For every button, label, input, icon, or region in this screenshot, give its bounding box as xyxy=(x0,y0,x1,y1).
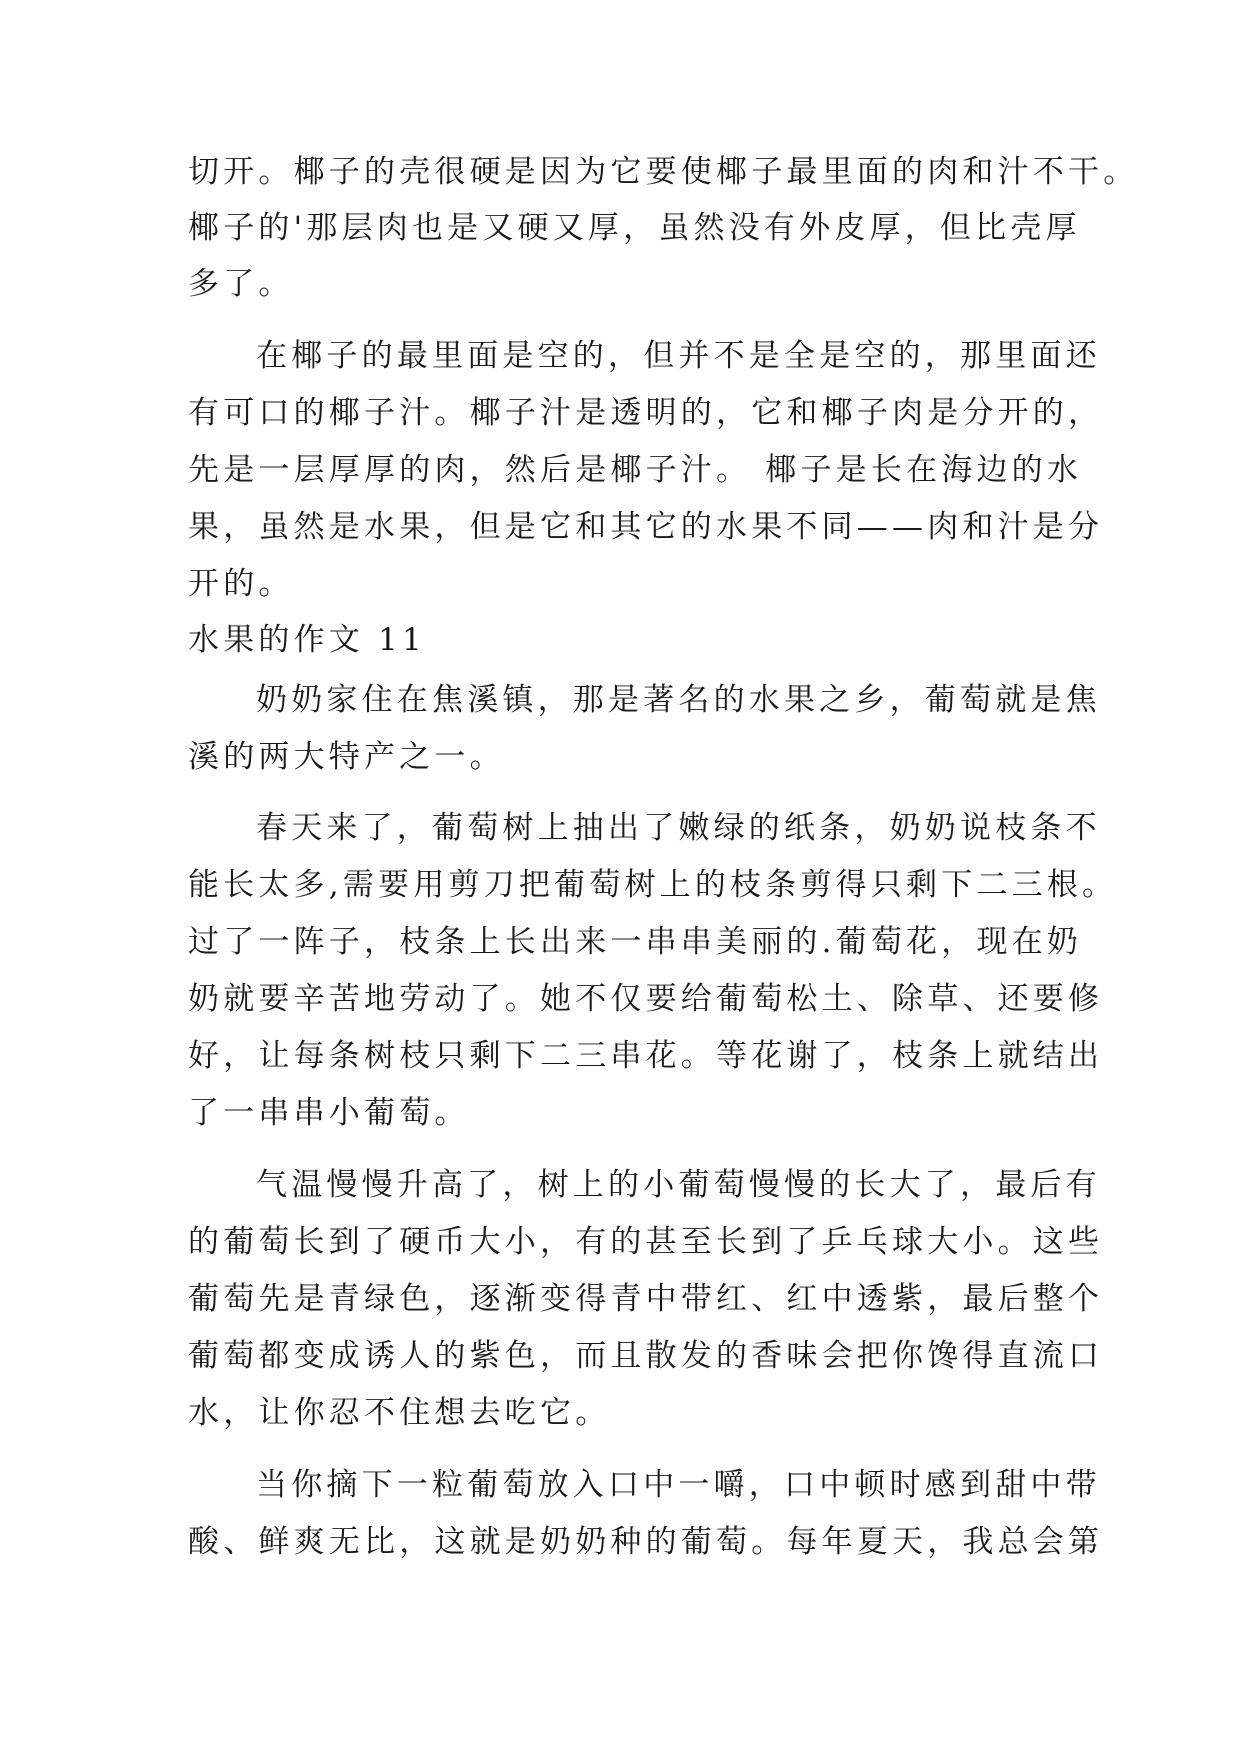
paragraph-first-line: 当你摘下一粒葡萄放入口中一嚼，口中顿时感到甜中带 xyxy=(256,1467,1101,1503)
paragraph-first-line: 春天来了，葡萄树上抽出了嫩绿的纸条，奶奶说枝条不 xyxy=(256,810,1101,846)
text-line: 奶就要辛苦地劳动了。她不仅要给葡萄松土、除草、还要修 xyxy=(188,981,1104,1017)
text-line: 的葡萄长到了硬币大小，有的甚至长到了乒乓球大小。这些 xyxy=(188,1224,1104,1260)
text-line: 葡萄先是青绿色，逐渐变得青中带红、红中透紫，最后整个 xyxy=(188,1281,1104,1317)
text-line: 葡萄都变成诱人的紫色，而且散发的香味会把你馋得直流口 xyxy=(188,1338,1104,1374)
text-line: 多了。 xyxy=(188,266,294,302)
text-line: 开的。 xyxy=(188,566,294,602)
text-line: 溪的两大特产之一。 xyxy=(188,739,505,775)
text-line: 能长太多,需要用剪刀把葡萄树上的枝条剪得只剩下二三根。 xyxy=(188,867,1118,903)
paragraph-first-line: 气温慢慢升高了，树上的小葡萄慢慢的长大了，最后有 xyxy=(256,1167,1101,1203)
text-line: 过了一阵子，枝条上长出来一串串美丽的.葡萄花，现在奶 xyxy=(188,924,1083,960)
text-line: 先是一层厚厚的肉，然后是椰子汁。 椰子是长在海边的水 xyxy=(188,452,1083,488)
text-line: 切开。椰子的壳很硬是因为它要使椰子最里面的肉和汁不干。 xyxy=(188,154,1139,190)
text-line: 酸、鲜爽无比，这就是奶奶种的葡萄。每年夏天，我总会第 xyxy=(188,1524,1104,1560)
text-line: 果，虽然是水果，但是它和其它的水果不同——肉和汁是分 xyxy=(188,509,1104,545)
section-title: 水果的作文 11 xyxy=(188,622,426,658)
text-line: 有可口的椰子汁。椰子汁是透明的，它和椰子肉是分开的， xyxy=(188,395,1104,431)
text-line: 椰子的'那层肉也是又硬又厚，虽然没有外皮厚，但比壳厚 xyxy=(188,210,1081,246)
paragraph-first-line: 奶奶家住在焦溪镇，那是著名的水果之乡，葡萄就是焦 xyxy=(256,682,1101,718)
text-line: 好，让每条树枝只剩下二三串花。等花谢了，枝条上就结出 xyxy=(188,1038,1104,1074)
paragraph-first-line: 在椰子的最里面是空的，但并不是全是空的，那里面还 xyxy=(256,338,1101,374)
text-line: 水，让你忍不住想去吃它。 xyxy=(188,1395,611,1431)
text-line: 了一串串小葡萄。 xyxy=(188,1095,470,1131)
